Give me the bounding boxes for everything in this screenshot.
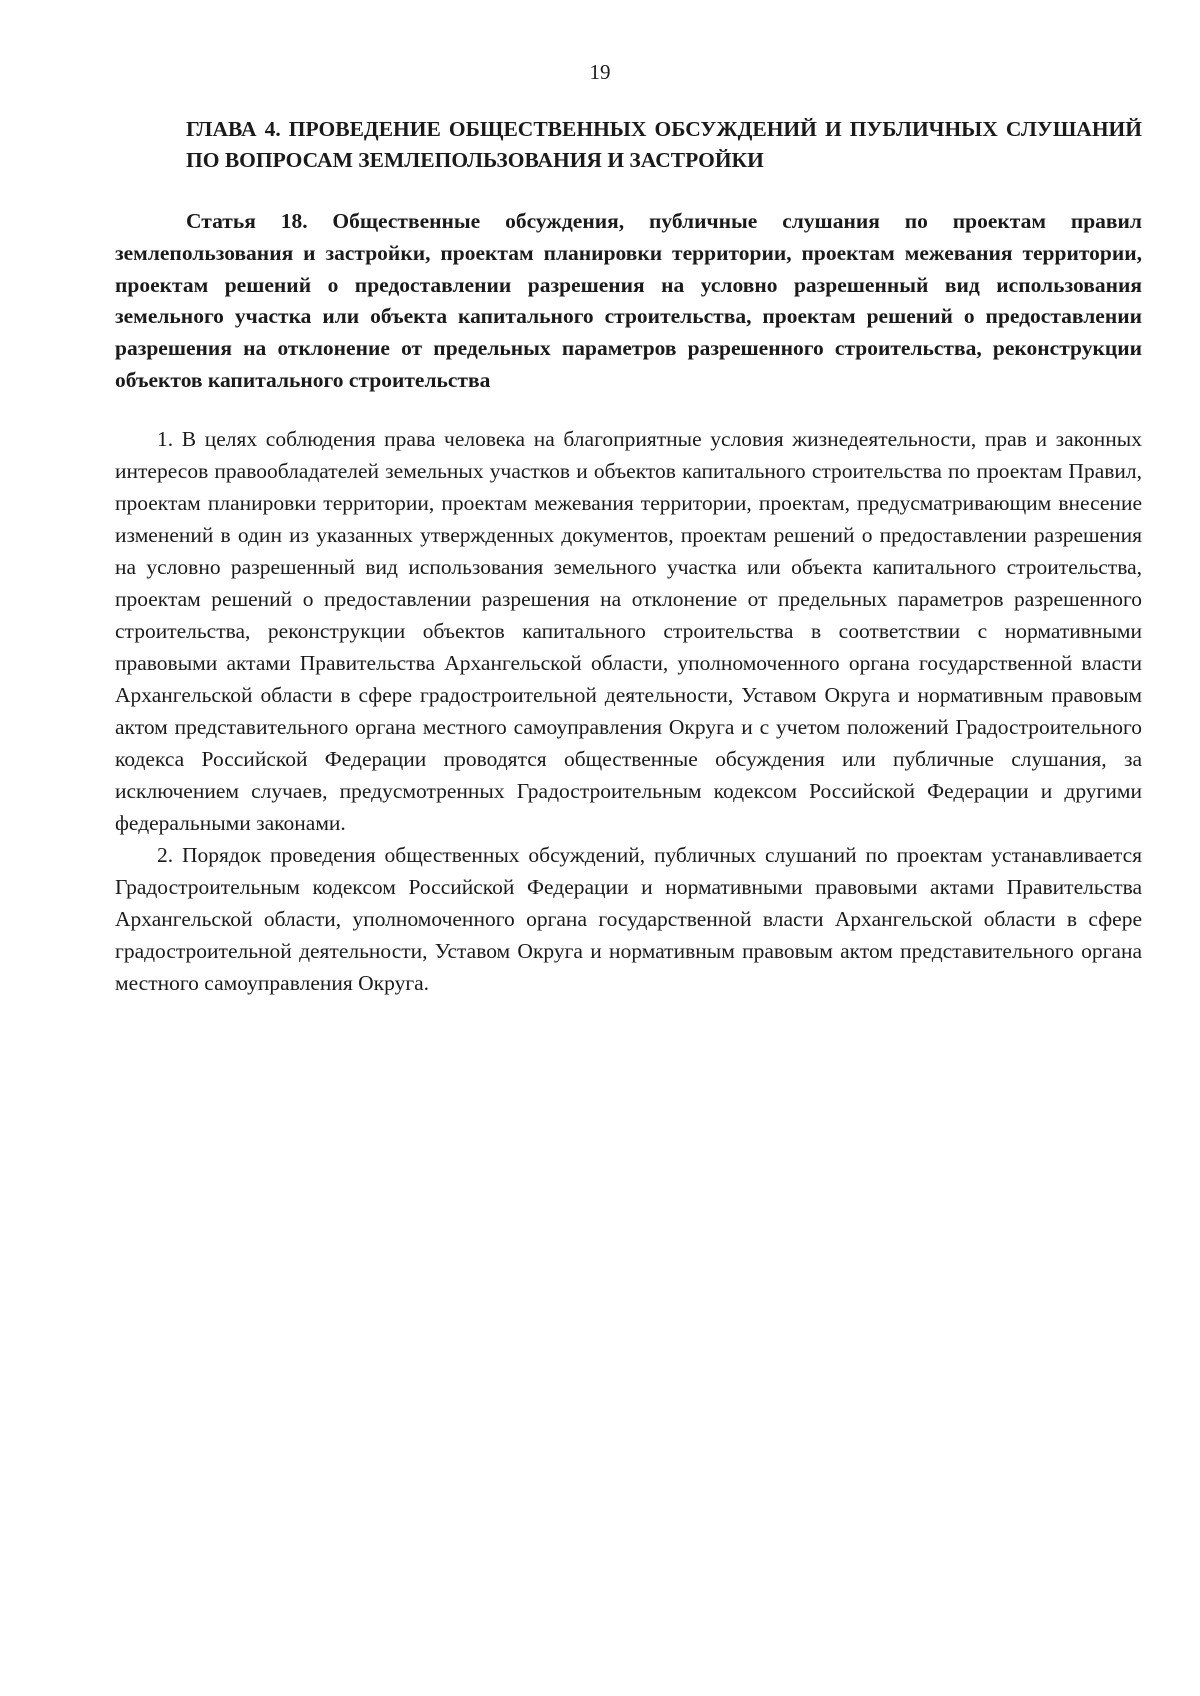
article-body (115, 423, 1142, 999)
chapter-title: ГЛАВА 4. ПРОВЕДЕНИЕ ОБЩЕСТВЕННЫХ ОБСУЖДЕНИЙ И ПУБЛИЧНЫХ СЛУШАНИЙ ПО ВОПРОСАМ ЗЕМЛЕПОЛЬЗОВАНИЯ И ЗАСТРОЙКИ (186, 117, 1142, 172)
paragraph-1: 1. В целях соблюдения права человека на благоприятные условия жизнедеятельности, прав и законных интересов правообладателей земельных участков и объектов капитального строительства по проектам Правил, проектам планировки территории, проектам межевания территории, проектам, предусматривающим внесение изменений в один из указанных утвержденных документов, проектам решений о предоставлении разрешения на условно разрешенный вид использования земельного участка или объекта капитального строительства, проектам решений о предоставлении разрешения на отклонение от предельных параметров разрешенного строительства, реконструкции объектов капитального строительства в соответствии с нормативными правовыми актами Правительства Архангельской области, уполномоченного органа государственной власти Архангельской области в сфере градостроительной деятельности, Уставом Округа и нормативным правовым актом представительного органа местного самоуправления Округа и с учетом положений Градостроительного кодекса Российской Федерации проводятся общественные обсуждения или публичные слушания, за исключением случаев, предусмотренных Градостроительным кодексом Российской Федерации и другими федеральными законами. (115, 427, 1142, 835)
paragraph-2: 2. Порядок проведения общественных обсуждений, публичных слушаний по проектам устанавливается Градостроительным кодексом Российской Федерации и нормативными правовыми актами Правительства Архангельской области, уполномоченного органа государственной власти Архангельской области в сфере градостроительной деятельности, Уставом Округа и нормативным правовым актом представительного органа местного самоуправления Округа. (115, 843, 1142, 995)
article-title: Статья 18. Общественные обсуждения, публичные слушания по проектам правил землепользования и застройки, проектам планировки территории, проектам межевания территории, проектам решений о предоставлении разрешения на условно разрешенный вид использования земельного участка или объекта капитального строительства, проектам решений о предоставлении разрешения на отклонение от предельных параметров разрешенного строительства, реконструкции объектов капитального строительства (115, 209, 1142, 392)
page-number: 19 (589, 60, 611, 84)
